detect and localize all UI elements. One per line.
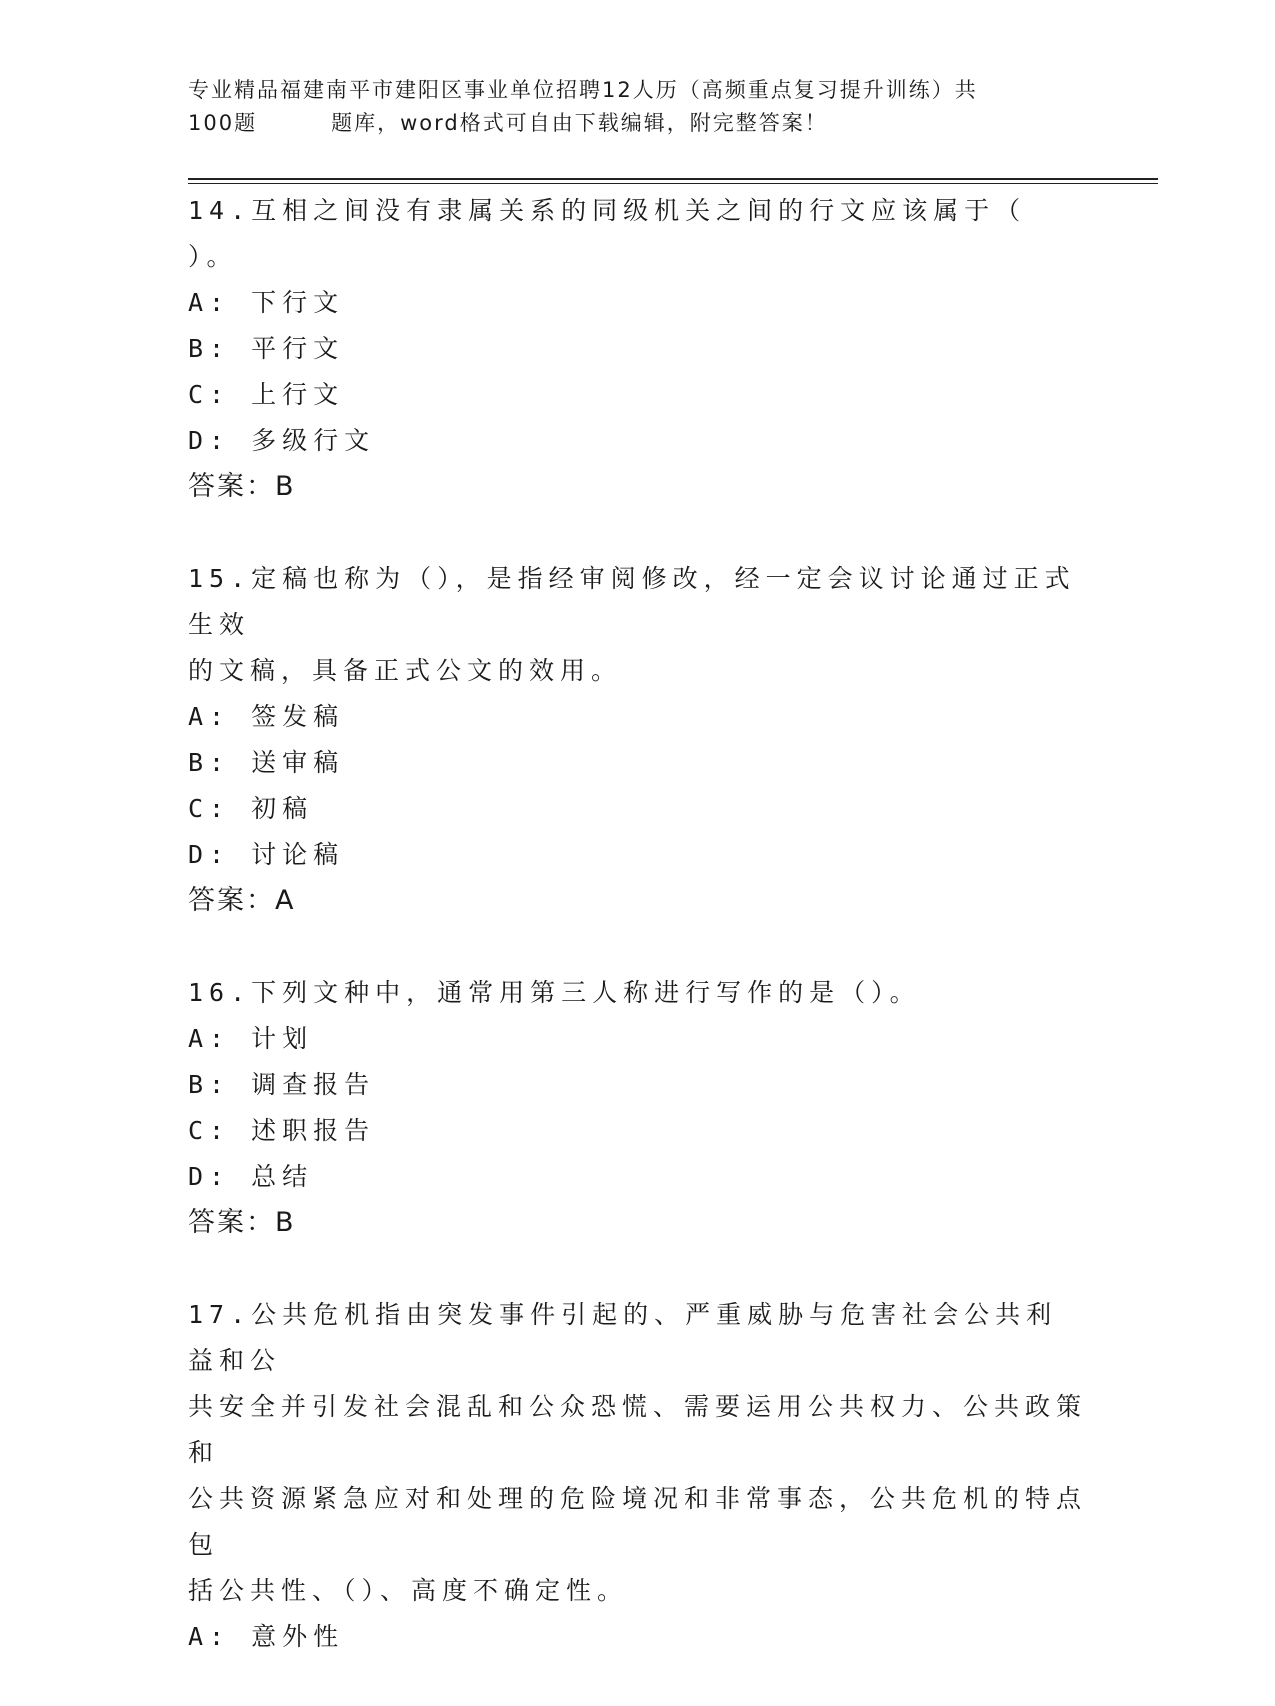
option-a: A: 计划 bbox=[188, 1024, 314, 1053]
option-a: A: 意外性 bbox=[188, 1622, 345, 1651]
header-line-2-desc: 题库，word格式可自由下载编辑，附完整答案！ bbox=[331, 111, 828, 135]
answer-line: 答案：B bbox=[188, 1207, 296, 1238]
question-text-line: 公共资源紧急应对和处理的危险境况和非常事态，公共危机的特点包 bbox=[188, 1484, 1088, 1559]
question-text-line: 16.下列文种中，通常用第三人称进行写作的是（）。 bbox=[188, 978, 921, 1007]
question-text-line: 17.公共危机指由突发事件引起的、严重威胁与危害社会公共利益和公 bbox=[188, 1300, 1058, 1375]
option-d: D: 总结 bbox=[188, 1162, 314, 1191]
question-text-line: ）。 bbox=[188, 242, 238, 271]
option-a: A: 下行文 bbox=[188, 288, 345, 317]
document-header bbox=[188, 74, 1068, 140]
option-d: D: 多级行文 bbox=[188, 426, 376, 455]
question-text-line: 的文稿，具备正式公文的效用。 bbox=[188, 656, 623, 685]
option-b: B: 送审稿 bbox=[188, 748, 345, 777]
option-d: D: 讨论稿 bbox=[188, 840, 345, 869]
option-a: A: 签发稿 bbox=[188, 702, 345, 731]
header-divider-thin bbox=[188, 183, 1158, 184]
answer-line: 答案：B bbox=[188, 471, 296, 502]
header-line-2-count: 100题 bbox=[188, 111, 258, 135]
question-17 bbox=[188, 1292, 1088, 1660]
question-16 bbox=[188, 970, 1088, 1246]
question-list bbox=[188, 188, 1088, 1706]
option-c: C: 初稿 bbox=[188, 794, 314, 823]
question-text-line: 15.定稿也称为（），是指经审阅修改，经一定会议讨论通过正式生效 bbox=[188, 564, 1076, 639]
question-text-line: 括公共性、（）、高度不确定性。 bbox=[188, 1576, 629, 1605]
answer-line: 答案：A bbox=[188, 885, 296, 916]
header-line-2 bbox=[188, 107, 1068, 140]
header-line-1: 专业精品福建南平市建阳区事业单位招聘12人历（高频重点复习提升训练）共 bbox=[188, 78, 978, 102]
header-divider-thick bbox=[188, 178, 1158, 180]
option-b: B: 调查报告 bbox=[188, 1070, 376, 1099]
option-c: C: 述职报告 bbox=[188, 1116, 376, 1145]
question-text-line: 共安全并引发社会混乱和公众恐慌、需要运用公共权力、公共政策和 bbox=[188, 1392, 1088, 1467]
question-14 bbox=[188, 188, 1088, 510]
question-text-line: 14.互相之间没有隶属关系的同级机关之间的行文应该属于（ bbox=[188, 196, 1027, 225]
option-c: C: 上行文 bbox=[188, 380, 345, 409]
option-b: B: 平行文 bbox=[188, 334, 345, 363]
question-15 bbox=[188, 556, 1088, 924]
